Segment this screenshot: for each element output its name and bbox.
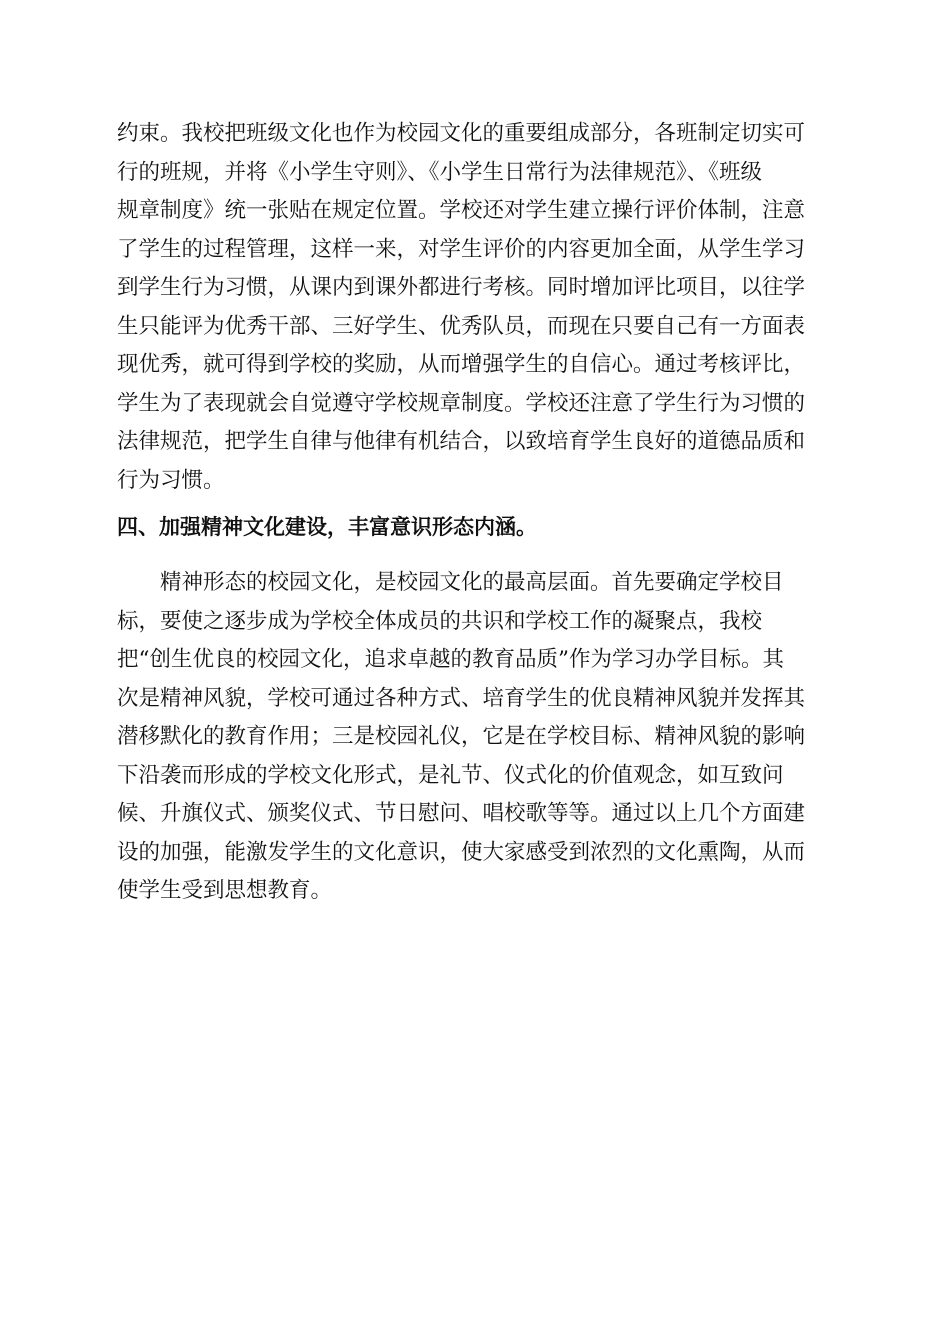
text-line: 设的加强，能激发学生的文化意识，使大家感受到浓烈的文化熏陶，从而 <box>117 839 806 865</box>
text-line: 学生为了表现就会自觉遵守学校规章制度。学校还注意了学生行为习惯的 <box>117 390 806 416</box>
section-heading: 四、加强精神文化建设，丰富意识形态内涵。 <box>117 515 537 539</box>
text-line: 了学生的过程管理，这样一来，对学生评价的内容更加全面，从学生学习 <box>117 236 806 262</box>
text-line: 行为习惯。 <box>117 467 225 493</box>
paragraph-spiritual-culture <box>117 564 833 911</box>
text-line: 标，要使之逐步成为学校全体成员的共识和学校工作的凝聚点，我校 <box>117 608 763 634</box>
text-line: 约束。我校把班级文化也作为校园文化的重要组成部分，各班制定切实可 <box>117 121 806 146</box>
text-line: 生只能评为优秀干部、三好学生、优秀队员，而现在只要自己有一方面表 <box>117 313 806 339</box>
text-line: 现优秀，就可得到学校的奖励，从而增强学生的自信心。通过考核评比， <box>117 352 806 377</box>
paragraph-school-rules <box>117 115 833 500</box>
text-line: 法律规范，把学生自律与他律有机结合，以致培育学生良好的道德品质和 <box>117 429 806 454</box>
text-line: 行的班规，并将《小学生守则》、《小学生日常行为法律规范》、《班级 <box>117 159 763 185</box>
text-line: 候、升旗仪式、颁奖仪式、节日慰问、唱校歌等等。通过以上几个方面建 <box>117 801 806 826</box>
text-line: 精神形态的校园文化，是校园文化的最高层面。首先要确定学校目 <box>117 570 784 595</box>
text-line: 规章制度》统一张贴在规定位置。学校还对学生建立操行评价体制，注意 <box>117 198 806 223</box>
text-line: 到学生行为习惯，从课内到课外都进行考核。同时增加评比项目，以往学 <box>117 275 806 300</box>
text-line: 把“创生优良的校园文化，追求卓越的教育品质”作为学习办学目标。其 <box>117 647 784 672</box>
text-line: 下沿袭而形成的学校文化形式，是礼节、仪式化的价值观念，如互致问 <box>117 762 784 788</box>
text-line: 使学生受到思想教育。 <box>117 878 333 903</box>
text-line: 次是精神风貌，学校可通过各种方式、培育学生的优良精神风貌并发挥其 <box>117 685 806 711</box>
text-line: 潜移默化的教育作用；三是校园礼仪，它是在学校目标、精神风貌的影响 <box>117 724 806 749</box>
